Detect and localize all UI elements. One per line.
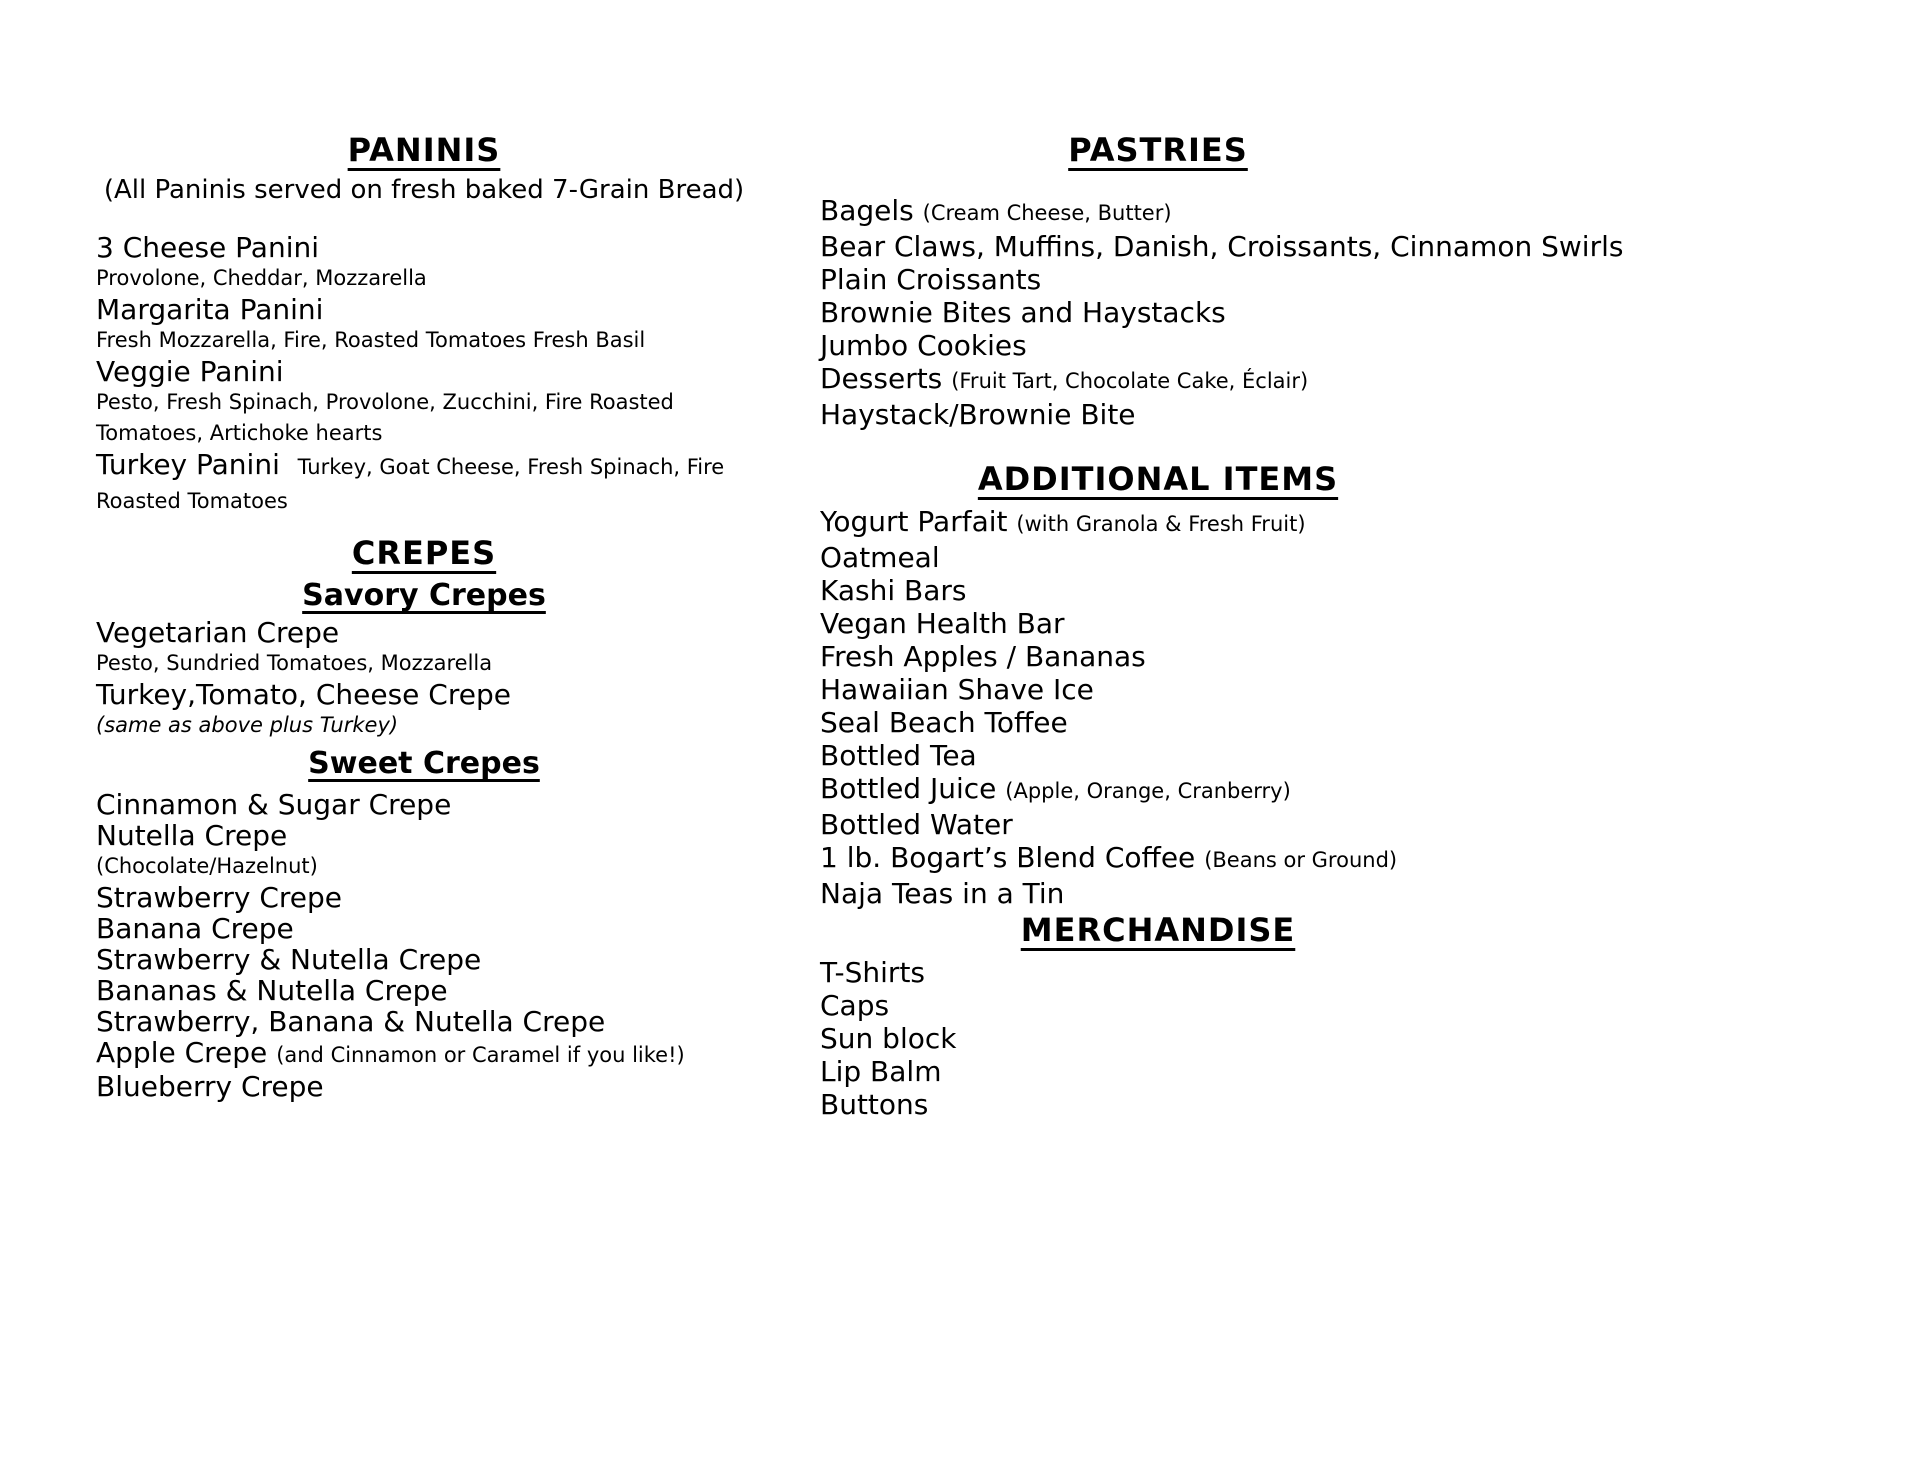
item-name: Yogurt Parfait	[820, 505, 1008, 538]
item-description: (Chocolate/Hazelnut)	[96, 854, 318, 878]
item-name: Bear Claws, Muffins, Danish, Croissants, Cinnamon Swirls	[820, 230, 1624, 263]
menu-item	[820, 230, 1624, 263]
section-title-pastries: PASTRIES	[1068, 131, 1248, 169]
menu-item	[96, 944, 752, 975]
item-name: Hawaiian Shave Ice	[820, 673, 1094, 706]
item-name: Vegetarian Crepe	[96, 616, 340, 649]
item-name: Bananas & Nutella Crepe	[96, 974, 448, 1007]
menu-item	[96, 882, 752, 913]
menu-item	[820, 263, 1496, 296]
item-name: Oatmeal	[820, 541, 940, 574]
subsection-title-sweet-crepes: Sweet Crepes	[308, 746, 540, 781]
menu-item	[96, 913, 752, 944]
item-name: Haystack/Brownie Bite	[820, 398, 1136, 431]
item-name: Apple Crepe	[96, 1036, 268, 1069]
item-name: 1 lb. Bogart’s Blend Coffee	[820, 841, 1196, 874]
item-name: Desserts	[820, 362, 943, 395]
item-name: T-Shirts	[820, 956, 926, 989]
item-name: Naja Teas in a Tin	[820, 877, 1065, 910]
item-name: Jumbo Cookies	[820, 329, 1027, 362]
section-title-paninis: PANINIS	[347, 131, 501, 169]
item-description-italic: (same as above plus Turkey)	[96, 713, 399, 737]
item-name: Bottled Juice	[820, 772, 997, 805]
item-name: Caps	[820, 989, 890, 1022]
item-name: 3 Cheese Panini	[96, 231, 320, 264]
item-name: Bottled Tea	[820, 739, 977, 772]
menu-item	[820, 989, 1496, 1022]
item-description: Provolone, Cheddar, Mozzarella	[96, 266, 427, 290]
item-name: Banana Crepe	[96, 912, 294, 945]
menu-item	[96, 789, 752, 820]
item-name: Bagels	[820, 194, 914, 227]
item-inline-description: Turkey, Goat Cheese, Fresh Spinach, Fire Roasted Tomatoes	[96, 455, 725, 513]
menu-item	[820, 362, 1496, 398]
item-name: Brownie Bites and Haystacks	[820, 296, 1226, 329]
item-name: Cinnamon & Sugar Crepe	[96, 788, 452, 821]
menu-item	[820, 739, 1496, 772]
item-note: (with Granola & Fresh Fruit)	[1016, 512, 1306, 536]
menu-item	[96, 679, 752, 710]
menu-item	[820, 574, 1496, 607]
menu-item	[96, 1006, 752, 1037]
section-title-crepes: CREPES	[351, 534, 497, 572]
menu-item	[820, 841, 1496, 877]
menu-item	[96, 617, 752, 648]
section-title-merchandise: MERCHANDISE	[1020, 911, 1296, 949]
paninis-subtitle: (All Paninis served on fresh baked 7-Grain Bread)	[103, 175, 745, 205]
item-name: Blueberry Crepe	[96, 1070, 324, 1103]
item-note: (and Cinnamon or Caramel if you like!)	[276, 1043, 685, 1067]
item-name: Margarita Panini	[96, 293, 324, 326]
menu-column-left	[96, 130, 752, 1102]
item-name: Plain Croissants	[820, 263, 1042, 296]
menu-item	[96, 356, 752, 387]
item-name: Seal Beach Toffee	[820, 706, 1068, 739]
menu-item	[820, 194, 1496, 230]
menu-item	[820, 329, 1496, 362]
menu-item	[820, 296, 1496, 329]
item-name: Strawberry, Banana & Nutella Crepe	[96, 1005, 606, 1038]
subsection-title-savory-crepes: Savory Crepes	[302, 578, 546, 613]
item-name: Vegan Health Bar	[820, 607, 1065, 640]
menu-item	[96, 1037, 752, 1071]
menu-item	[820, 706, 1496, 739]
menu-item	[96, 975, 752, 1006]
menu-item	[96, 449, 752, 517]
menu-item	[96, 820, 752, 851]
menu-item	[820, 877, 1496, 910]
item-name: Fresh Apples / Bananas	[820, 640, 1146, 673]
item-note: (Fruit Tart, Chocolate Cake, Éclair)	[951, 369, 1309, 393]
menu-item	[96, 1071, 752, 1102]
item-name: Strawberry & Nutella Crepe	[96, 943, 482, 976]
item-name: Sun block	[820, 1022, 957, 1055]
menu-item	[96, 232, 752, 263]
item-name: Kashi Bars	[820, 574, 967, 607]
item-name: Strawberry Crepe	[96, 881, 342, 914]
item-description: Pesto, Fresh Spinach, Provolone, Zucchini, Fire Roasted Tomatoes, Artichoke hearts	[96, 390, 674, 445]
menu-item	[820, 956, 1496, 989]
menu-column-right	[820, 130, 1624, 1121]
section-title-additional-items: ADDITIONAL ITEMS	[977, 460, 1339, 498]
item-name: Veggie Panini	[96, 355, 284, 388]
menu-item	[820, 640, 1496, 673]
menu-item	[820, 1055, 1496, 1088]
menu-item	[820, 772, 1496, 808]
item-name: Bottled Water	[820, 808, 1013, 841]
item-note: (Cream Cheese, Butter)	[922, 201, 1172, 225]
menu-item	[820, 541, 1496, 574]
item-name: Turkey,Tomato, Cheese Crepe	[96, 678, 511, 711]
item-note: (Beans or Ground)	[1204, 848, 1398, 872]
item-name: Turkey Panini	[96, 448, 280, 481]
menu-item	[820, 673, 1496, 706]
menu-item	[820, 1088, 1496, 1121]
menu-item	[820, 398, 1496, 431]
item-note: (Apple, Orange, Cranberry)	[1005, 779, 1291, 803]
menu-item	[820, 1022, 1496, 1055]
menu-item	[820, 505, 1496, 541]
item-name: Buttons	[820, 1088, 929, 1121]
item-description: Fresh Mozzarella, Fire, Roasted Tomatoes Fresh Basil	[96, 328, 646, 352]
item-name: Nutella Crepe	[96, 819, 288, 852]
item-name: Lip Balm	[820, 1055, 942, 1088]
menu-item	[96, 294, 752, 325]
menu-item	[820, 808, 1496, 841]
menu-item	[820, 607, 1496, 640]
item-description: Pesto, Sundried Tomatoes, Mozzarella	[96, 651, 493, 675]
